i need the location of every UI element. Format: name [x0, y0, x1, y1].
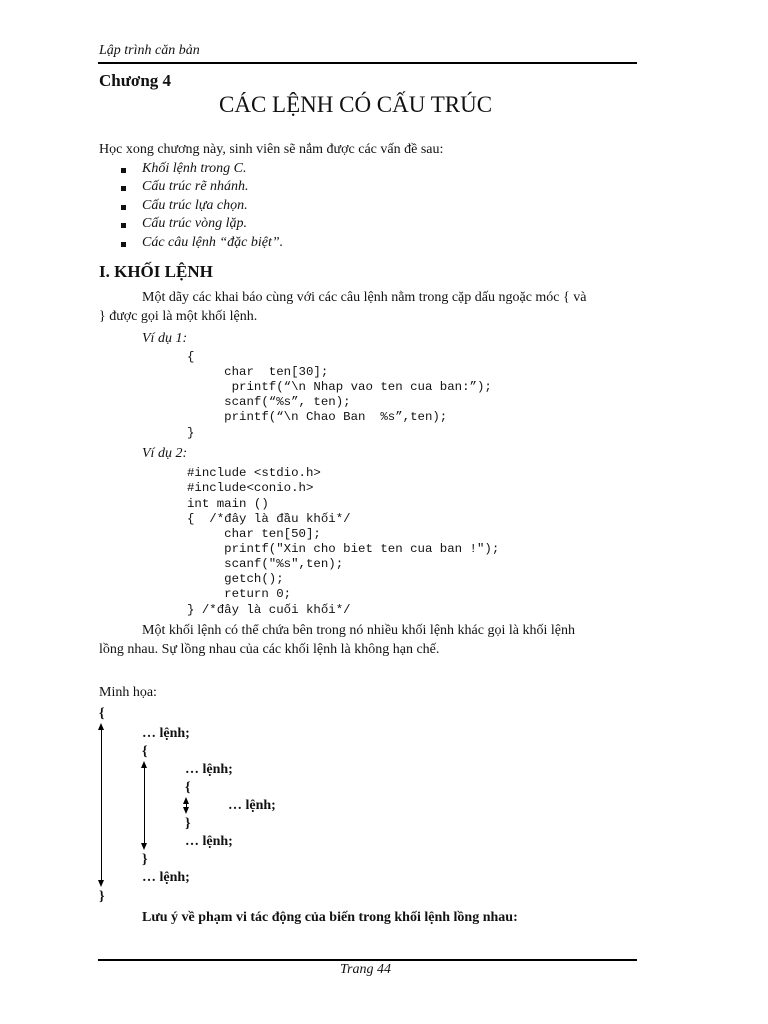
page-number: Trang 44	[340, 962, 391, 977]
code-line: scanf("%s",ten);	[187, 557, 344, 571]
chapter-title: CÁC LỆNH CÓ CẤU TRÚC	[219, 92, 493, 117]
running-header: Lập trình căn bản	[99, 43, 200, 58]
level2-close-brace: }	[142, 852, 148, 867]
outer-close-brace: }	[99, 889, 105, 904]
code-line: #include<conio.h>	[187, 481, 314, 495]
bullet-marker	[121, 242, 126, 247]
code-line: { /*đây là đầu khối*/	[187, 512, 351, 526]
arrow-down-icon	[183, 807, 189, 814]
note-text: Lưu ý về phạm vi tác động của biến trong khối lệnh lồng nhau:	[142, 910, 518, 925]
code-line: printf(“\n Chao Ban %s”,ten);	[187, 410, 448, 424]
code-line: }	[187, 426, 195, 440]
objective-item: Các câu lệnh “đặc biệt”.	[142, 235, 284, 250]
bullet-marker	[121, 168, 126, 173]
paragraph-line: lồng nhau. Sự lồng nhau của các khối lệnh là không hạn chế.	[99, 642, 440, 657]
statement-text: … lệnh;	[185, 834, 233, 849]
example1-label: Ví dụ 1:	[142, 331, 188, 346]
code-line: printf(“\n Nhap vao ten cua ban:”);	[187, 380, 492, 394]
code-line: char ten[30];	[187, 365, 329, 379]
paragraph-line: Một khối lệnh có thể chứa bên trong nó nhiều khối lệnh khác gọi là khối lệnh	[142, 623, 575, 638]
code-line: int main ()	[187, 497, 269, 511]
bullet-marker	[121, 205, 126, 210]
example2-label: Ví dụ 2:	[142, 446, 188, 461]
objective-item: Cấu trúc rẽ nhánh.	[142, 179, 249, 194]
chapter-label: Chương 4	[99, 71, 172, 90]
outer-scope-line	[101, 729, 102, 881]
footer-rule	[98, 959, 637, 961]
bullet-marker	[121, 186, 126, 191]
intro-text: Học xong chương này, sinh viên sẽ nắm được các vấn đề sau:	[99, 142, 444, 157]
code-line: char ten[50];	[187, 527, 321, 541]
illustration-label: Minh họa:	[99, 685, 157, 700]
paragraph-line: } được gọi là một khối lệnh.	[99, 309, 258, 324]
statement-text: … lệnh;	[228, 798, 276, 813]
level3-open-brace: {	[185, 780, 191, 795]
outer-open-brace: {	[99, 706, 105, 721]
arrow-down-icon	[141, 843, 147, 850]
statement-text: … lệnh;	[142, 726, 190, 741]
objective-item: Cấu trúc lựa chọn.	[142, 198, 248, 213]
code-line: {	[187, 350, 195, 364]
level2-scope-line	[144, 767, 145, 844]
statement-text: … lệnh;	[185, 762, 233, 777]
level2-open-brace: {	[142, 744, 148, 759]
code-line: printf("Xin cho biet ten cua ban !");	[187, 542, 500, 556]
code-line: return 0;	[187, 587, 292, 601]
code-line: } /*đây là cuối khối*/	[187, 603, 351, 617]
bullet-marker	[121, 223, 126, 228]
objective-item: Khối lệnh trong C.	[142, 161, 247, 176]
code-line: getch();	[187, 572, 284, 586]
header-rule	[98, 62, 637, 64]
paragraph-line: Một dãy các khai báo cùng với các câu lệnh nằm trong cặp dấu ngoặc móc { và	[142, 290, 587, 305]
objective-item: Cấu trúc vòng lặp.	[142, 216, 247, 231]
section-heading: I. KHỐI LỆNH	[99, 262, 213, 281]
code-line: scanf(“%s”, ten);	[187, 395, 351, 409]
arrow-down-icon	[98, 880, 104, 887]
statement-text: … lệnh;	[142, 870, 190, 885]
level3-close-brace: }	[185, 816, 191, 831]
code-line: #include <stdio.h>	[187, 466, 321, 480]
